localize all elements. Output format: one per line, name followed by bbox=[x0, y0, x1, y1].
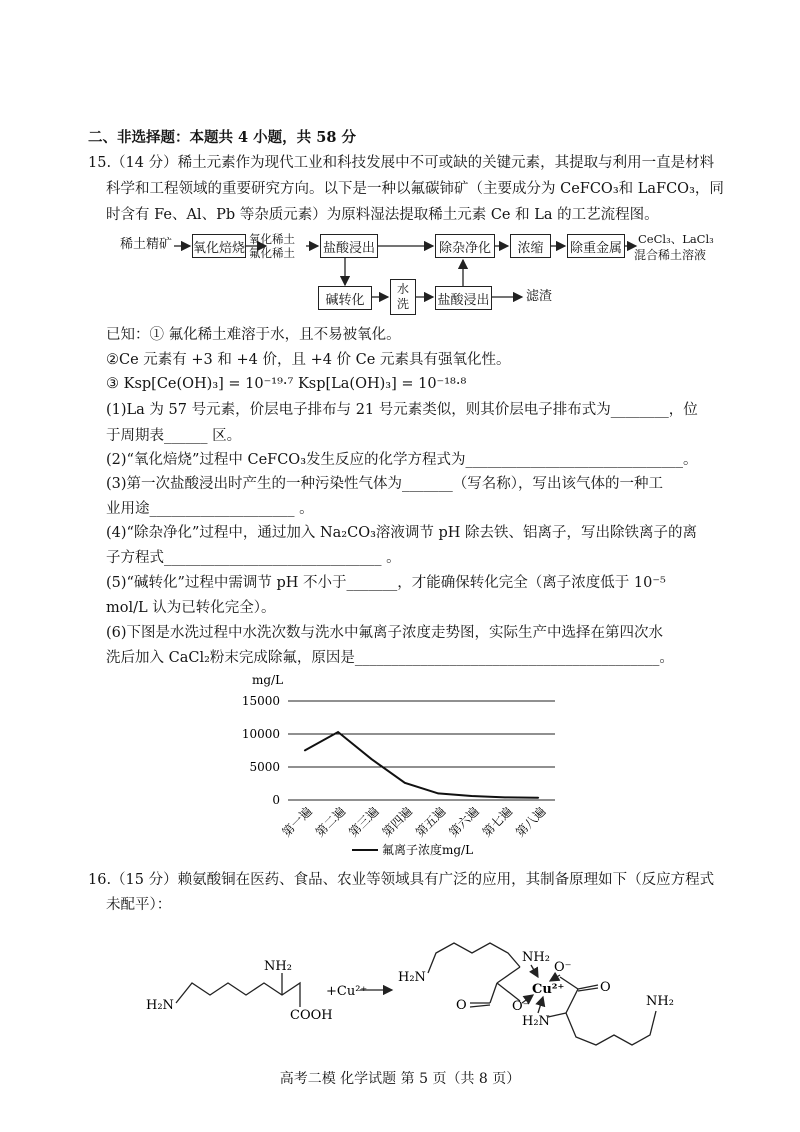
y-axis-label: mg/L bbox=[252, 673, 284, 687]
section-title: 二、非选择题：本题共 4 小题，共 58 分 bbox=[88, 129, 356, 146]
x-tick-label: 第五遍 bbox=[412, 804, 449, 840]
known-line-1: 已知：① 氟化稀土难溶于水，且不易被氧化。 bbox=[106, 327, 401, 343]
q15-part-6-line-2: 洗后加入 CaCl₂粉末完成除氟，原因是__________________________________________。 bbox=[106, 650, 674, 666]
data-point bbox=[404, 782, 406, 784]
q15-part-1-line-1: (1)La 为 57 号元素，价层电子排布与 21 号元素类似，则其价层电子排布式为________，位 bbox=[106, 402, 698, 418]
flow-end-label-1: CeCl₃、LaCl₃ bbox=[638, 232, 714, 246]
lys-h2n-label: H₂N bbox=[146, 998, 174, 1013]
fluoride-concentration-chart bbox=[0, 668, 800, 863]
known-line-3: ③ Ksp[Ce(OH)₃] = 10⁻¹⁹·⁷ Ksp[La(OH)₃] = 10⁻¹⁸·⁸ bbox=[106, 376, 467, 392]
x-tick-label: 第八遍 bbox=[513, 804, 549, 840]
water-wash-char-2: 洗 bbox=[396, 297, 409, 311]
data-point bbox=[304, 750, 306, 752]
q16-intro-line-1: 16.（15 分）赖氨酸铜在医药、食品、农业等领域具有广泛的应用，其制备原理如下（反应方程式 bbox=[88, 872, 715, 888]
lys-cooh-label: COOH bbox=[290, 1008, 333, 1023]
y-tick-label: 5000 bbox=[249, 760, 280, 774]
flow-end-label-2: 混合稀土溶液 bbox=[634, 248, 707, 262]
data-point bbox=[538, 797, 540, 799]
prod-o-label-1: O bbox=[456, 998, 467, 1013]
y-tick-label: 10000 bbox=[241, 727, 280, 741]
cu-center-label: Cu²⁺ bbox=[532, 982, 565, 997]
data-point bbox=[471, 795, 473, 797]
flow-box-alkali-conversion: 碱转化 bbox=[318, 286, 372, 310]
q15-intro-line-3: 时含有 Fe、Al、Pb 等杂质元素）为原料湿法提取稀土元素 Ce 和 La 的工艺流程图。 bbox=[106, 207, 659, 223]
flow-box-hcl-leach-1: 盐酸浸出 bbox=[320, 234, 378, 258]
q15-part-1-line-2: 于周期表______ 区。 bbox=[106, 428, 242, 444]
flow-box-water-wash bbox=[390, 279, 416, 315]
x-tick-label: 第一遍 bbox=[279, 804, 315, 840]
water-wash-char-1: 水 bbox=[396, 282, 409, 296]
series-line-fluoride bbox=[305, 732, 539, 798]
q15-part-4-line-1: (4)“除杂净化”过程中，通过加入 Na₂CO₃溶液调节 pH 除去铁、铝离子，写出除铁离子的离 bbox=[106, 525, 698, 541]
legend-label: 氟离子浓度mg/L bbox=[382, 843, 474, 857]
prod-o-label-2: O bbox=[600, 980, 611, 995]
x-tick-label: 第六遍 bbox=[446, 804, 482, 840]
flow-box-oxidize-roast: 氧化焙烧 bbox=[192, 234, 246, 258]
q15-intro-line-2: 科学和工程领域的重要研究方向。以下是一种以氟碳铈矿（主要成分为 CeFCO₃和 LaFCO₃，同 bbox=[106, 181, 724, 197]
q15-part-6-line-1: (6)下图是水洗过程中水洗次数与洗水中氟离子浓度走势图，实际生产中选择在第四次水 bbox=[106, 625, 664, 641]
y-tick-label: 15000 bbox=[241, 694, 280, 708]
data-point bbox=[337, 731, 339, 733]
q16-intro-line-2: 未配平）： bbox=[106, 897, 172, 913]
flow-box-remove-heavy-metal: 除重金属 bbox=[567, 234, 625, 258]
q15-part-3-line-1: (3)第一次盐酸浸出时产生的一种污染性气体为_______（写名称），写出该气体的一种工 bbox=[106, 476, 664, 492]
page-footer: 高考二模 化学试题 第 5 页（共 8 页） bbox=[279, 1071, 521, 1087]
data-point bbox=[437, 793, 439, 795]
product-lower-chain bbox=[566, 1011, 656, 1045]
cu-ion-label: +Cu²⁺ bbox=[326, 984, 368, 999]
q15-part-5-line-2: mol/L 认为已转化完全）。 bbox=[106, 600, 276, 616]
q15-part-4-line-2: 子方程式______________________________ 。 bbox=[106, 550, 401, 566]
flow-mid-label-1: 氧化稀土 bbox=[249, 232, 295, 246]
prod-h2n-label: H₂N bbox=[398, 970, 426, 985]
data-point bbox=[504, 797, 506, 799]
q15-part-2: (2)“氧化焙烧”过程中 CeFCO₃发生反应的化学方程式为______________________________。 bbox=[106, 452, 698, 468]
product-upper-chain bbox=[428, 943, 520, 973]
x-tick-label: 第四遍 bbox=[379, 804, 415, 840]
prod-ominus-label-2: O⁻ bbox=[554, 960, 572, 975]
flow-arrows bbox=[0, 0, 800, 320]
prod-ominus-label-1: O⁻ bbox=[512, 999, 530, 1014]
flow-start-label: 稀土精矿 bbox=[120, 237, 173, 252]
data-point bbox=[371, 758, 373, 760]
x-tick-label: 第七遍 bbox=[479, 804, 516, 840]
flow-residue-label: 滤渣 bbox=[526, 289, 553, 304]
flow-box-purify: 除杂净化 bbox=[435, 234, 495, 258]
reaction-scheme bbox=[0, 915, 800, 1060]
prod-nh2-label: NH₂ bbox=[522, 950, 550, 965]
q15-part-3-line-2: 业用途____________________ 。 bbox=[106, 501, 314, 517]
prod-h2n-lower-label: H₂N bbox=[522, 1014, 550, 1029]
x-tick-label: 第二遍 bbox=[312, 804, 349, 840]
x-tick-label: 第三遍 bbox=[346, 804, 382, 840]
flow-box-hcl-leach-2: 盐酸浸出 bbox=[435, 286, 492, 310]
q15-part-5-line-1: (5)“碱转化”过程中需调节 pH 不小于_______，才能确保转化完全（离子浓度低于 10⁻⁵ bbox=[106, 575, 666, 591]
flow-mid-label-2: 氟化稀土 bbox=[249, 246, 295, 260]
lys-nh2-label: NH₂ bbox=[264, 959, 292, 974]
q15-intro-line-1: 15.（14 分）稀土元素作为现代工业和科技发展中不可或缺的关键元素，其提取与利用一直是材料 bbox=[88, 155, 715, 171]
flow-box-concentrate: 浓缩 bbox=[510, 234, 551, 258]
known-line-2: ②Ce 元素有 +3 和 +4 价，且 +4 价 Ce 元素具有强氧化性。 bbox=[106, 352, 511, 368]
prod-nh2-right-label: NH₂ bbox=[646, 994, 674, 1009]
y-tick-label: 0 bbox=[272, 793, 280, 807]
